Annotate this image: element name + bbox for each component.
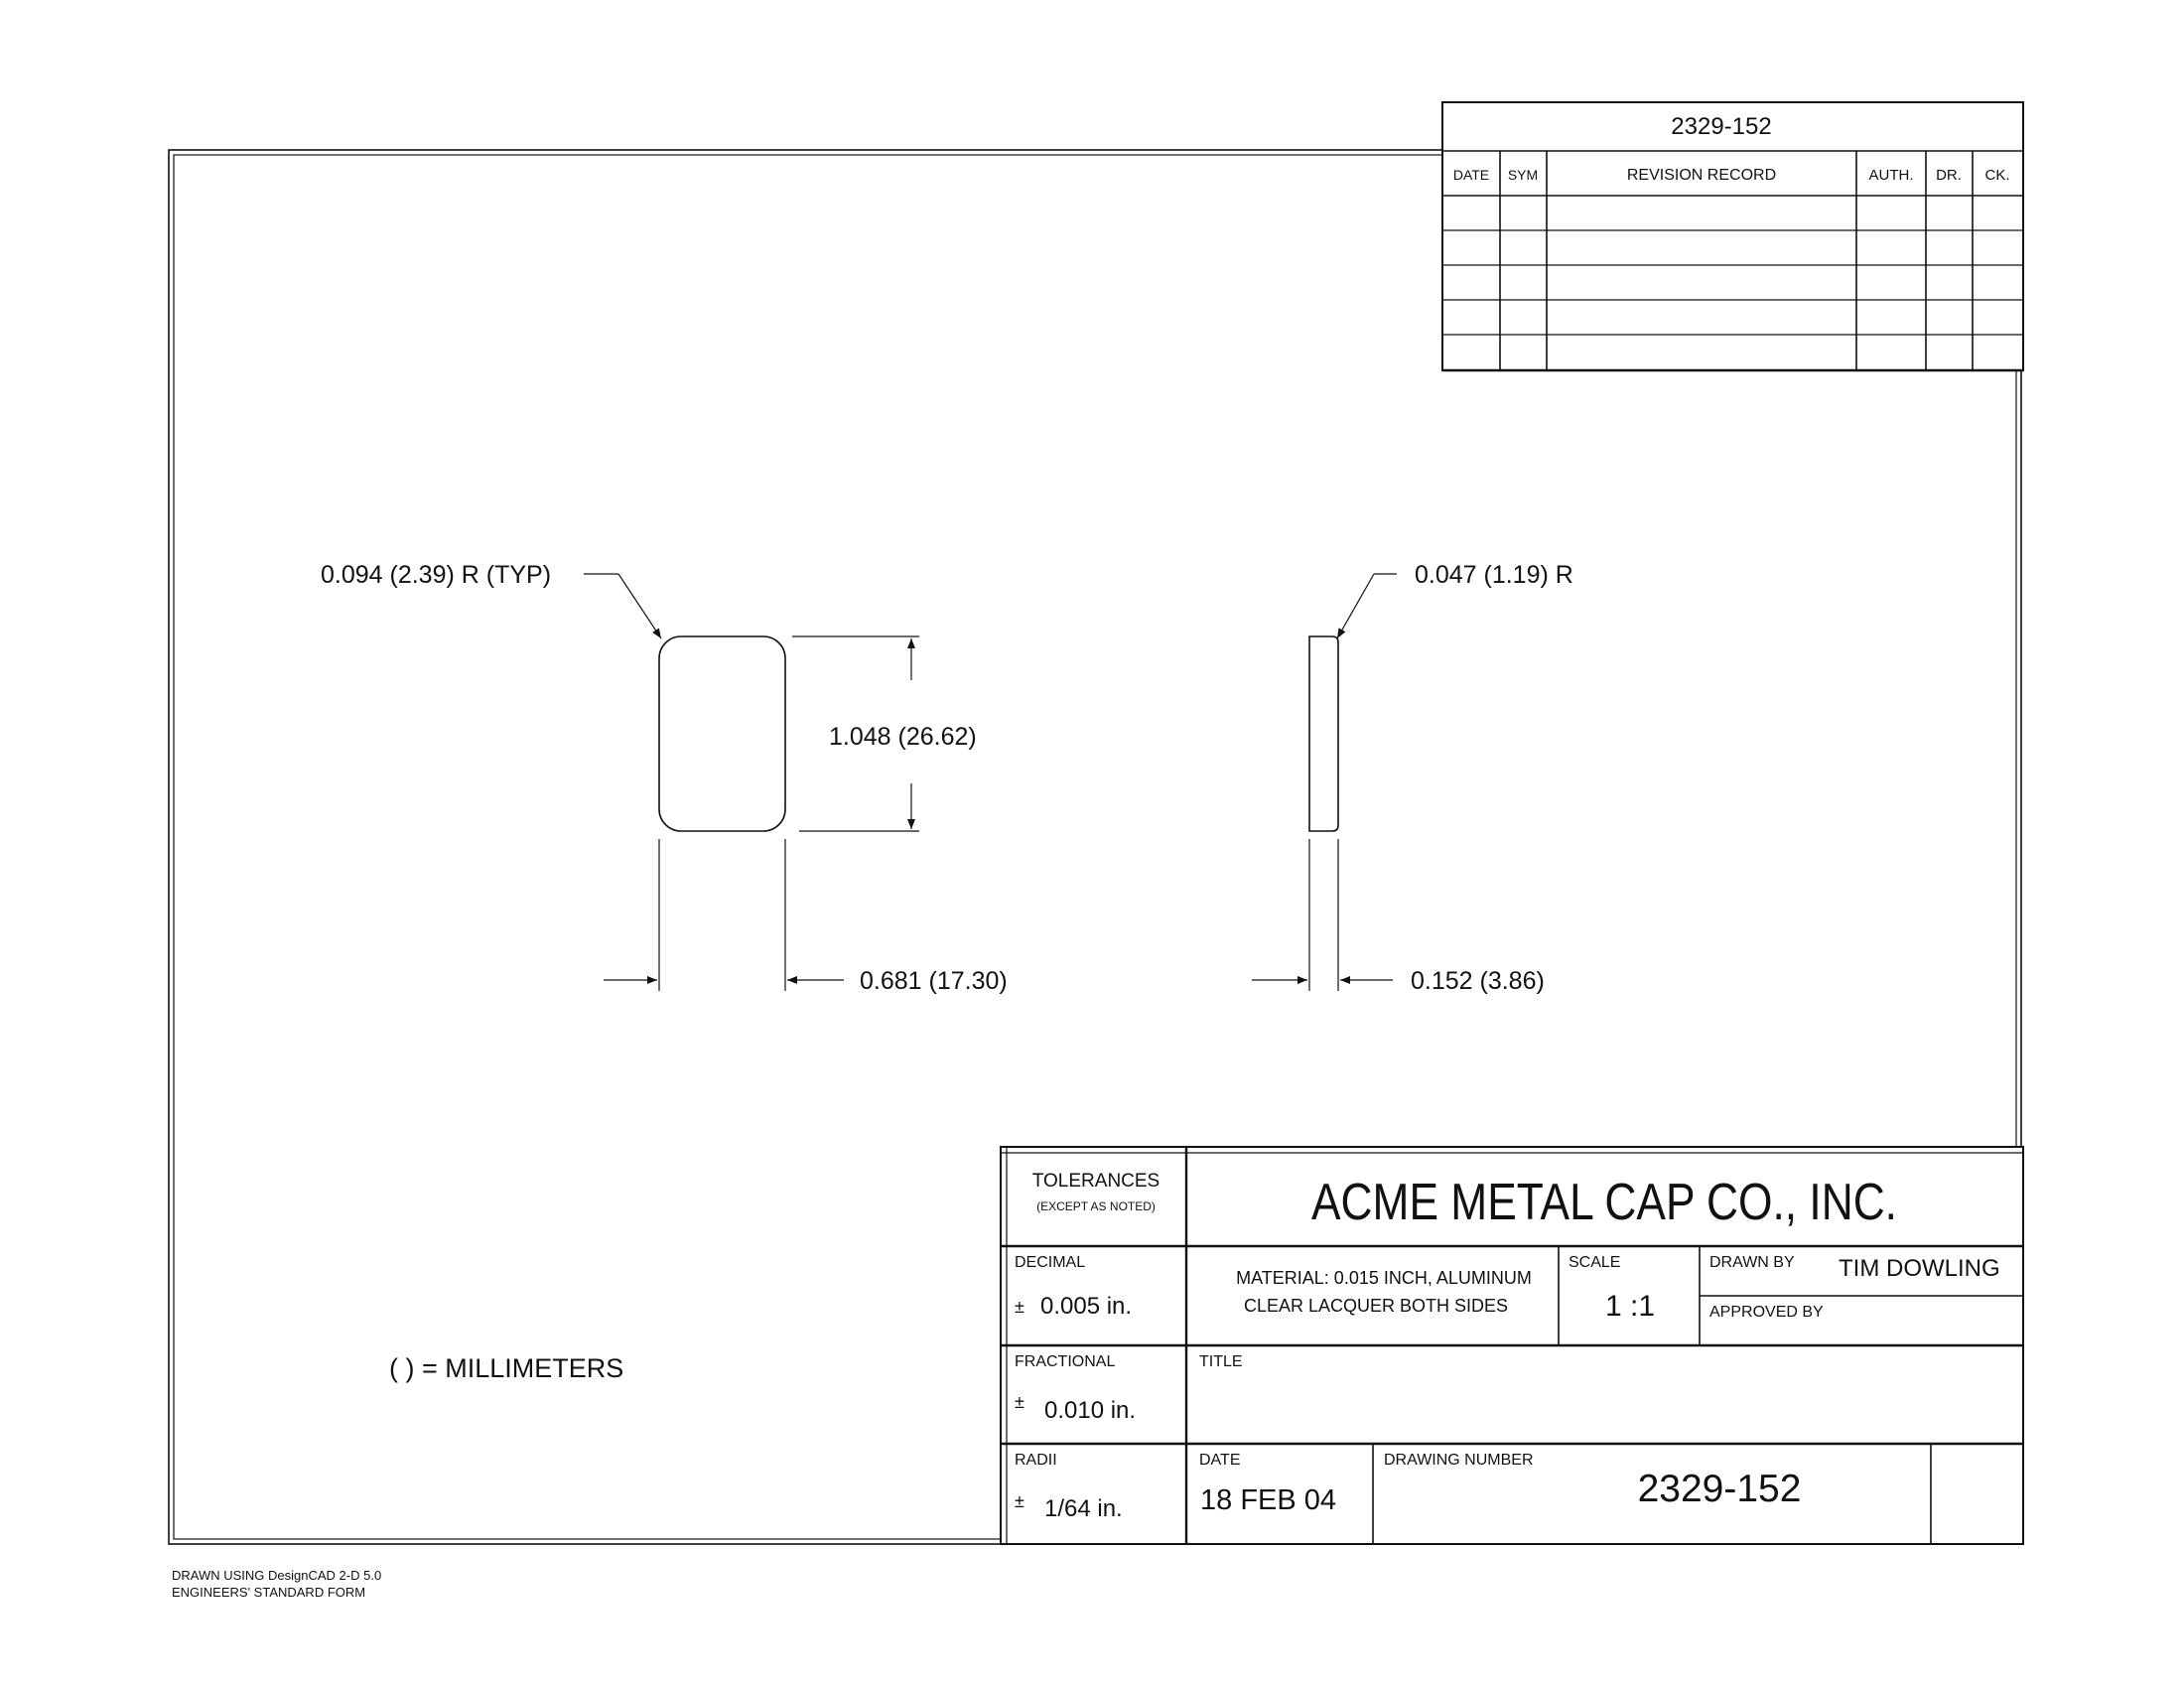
side-radius-leader-arrow [1337, 574, 1374, 638]
front-height-label: 1.048 (26.62) [829, 723, 977, 751]
date-value: 18 FEB 04 [1200, 1484, 1337, 1516]
revision-header-date: DATE [1452, 167, 1490, 183]
front-view [321, 561, 1008, 995]
revision-header-ck: CK. [1984, 167, 2010, 184]
front-radius-leader-arrow [618, 574, 661, 638]
radii-value: 1/64 in. [1044, 1495, 1123, 1522]
drawing-number-label: DRAWING NUMBER [1384, 1452, 1534, 1469]
tolerances-label: TOLERANCES [1031, 1171, 1160, 1192]
footer-line-2: ENGINEERS' STANDARD FORM [172, 1585, 366, 1600]
scale-label: SCALE [1569, 1254, 1621, 1271]
side-radius-label: 0.047 (1.19) R [1415, 561, 1573, 589]
side-view-outline [1309, 636, 1338, 831]
title-block [1001, 1147, 2023, 1544]
scale-value: 1 :1 [1604, 1290, 1656, 1323]
revision-header-auth: AUTH. [1868, 167, 1914, 184]
footer-line-1: DRAWN USING DesignCAD 2-D 5.0 [172, 1568, 382, 1583]
drawing-number-value: 2329-152 [1637, 1468, 1802, 1510]
revision-header-dr: DR. [1936, 167, 1962, 184]
front-radius-label: 0.094 (2.39) R (TYP) [321, 561, 552, 589]
fractional-label: FRACTIONAL [1015, 1353, 1116, 1370]
material-line-1: MATERIAL: 0.015 INCH, ALUMINUM [1236, 1268, 1532, 1288]
decimal-value: 0.005 in. [1040, 1293, 1133, 1320]
company-name: ACME METAL CAP CO., INC. [1311, 1174, 1897, 1231]
fractional-value: 0.010 in. [1044, 1397, 1137, 1424]
date-label: DATE [1199, 1452, 1241, 1469]
tolerances-note: (EXCEPT AS NOTED) [1036, 1199, 1156, 1213]
side-view [1252, 561, 1573, 995]
radii-label: RADII [1015, 1452, 1057, 1469]
side-thickness-label: 0.152 (3.86) [1411, 967, 1545, 995]
title-label: TITLE [1199, 1353, 1243, 1370]
revision-header-record: REVISION RECORD [1626, 167, 1777, 184]
units-note: ( ) = MILLIMETERS [389, 1353, 624, 1383]
front-width-label: 0.681 (17.30) [860, 967, 1008, 995]
drawn-by-value: TIM DOWLING [1839, 1255, 2000, 1282]
revision-header-sym: SYM [1507, 167, 1539, 183]
drawn-by-label: DRAWN BY [1709, 1254, 1795, 1271]
revision-block [1442, 102, 2023, 370]
decimal-label: DECIMAL [1015, 1254, 1086, 1271]
approved-by-label: APPROVED BY [1709, 1304, 1824, 1321]
fractional-sign: ± [1015, 1392, 1024, 1412]
front-view-outline [659, 636, 785, 831]
revision-drawing-ref: 2329-152 [1671, 113, 1772, 140]
material-line-2: CLEAR LACQUER BOTH SIDES [1243, 1296, 1509, 1316]
radii-sign: ± [1015, 1491, 1024, 1511]
decimal-sign: ± [1015, 1297, 1024, 1317]
